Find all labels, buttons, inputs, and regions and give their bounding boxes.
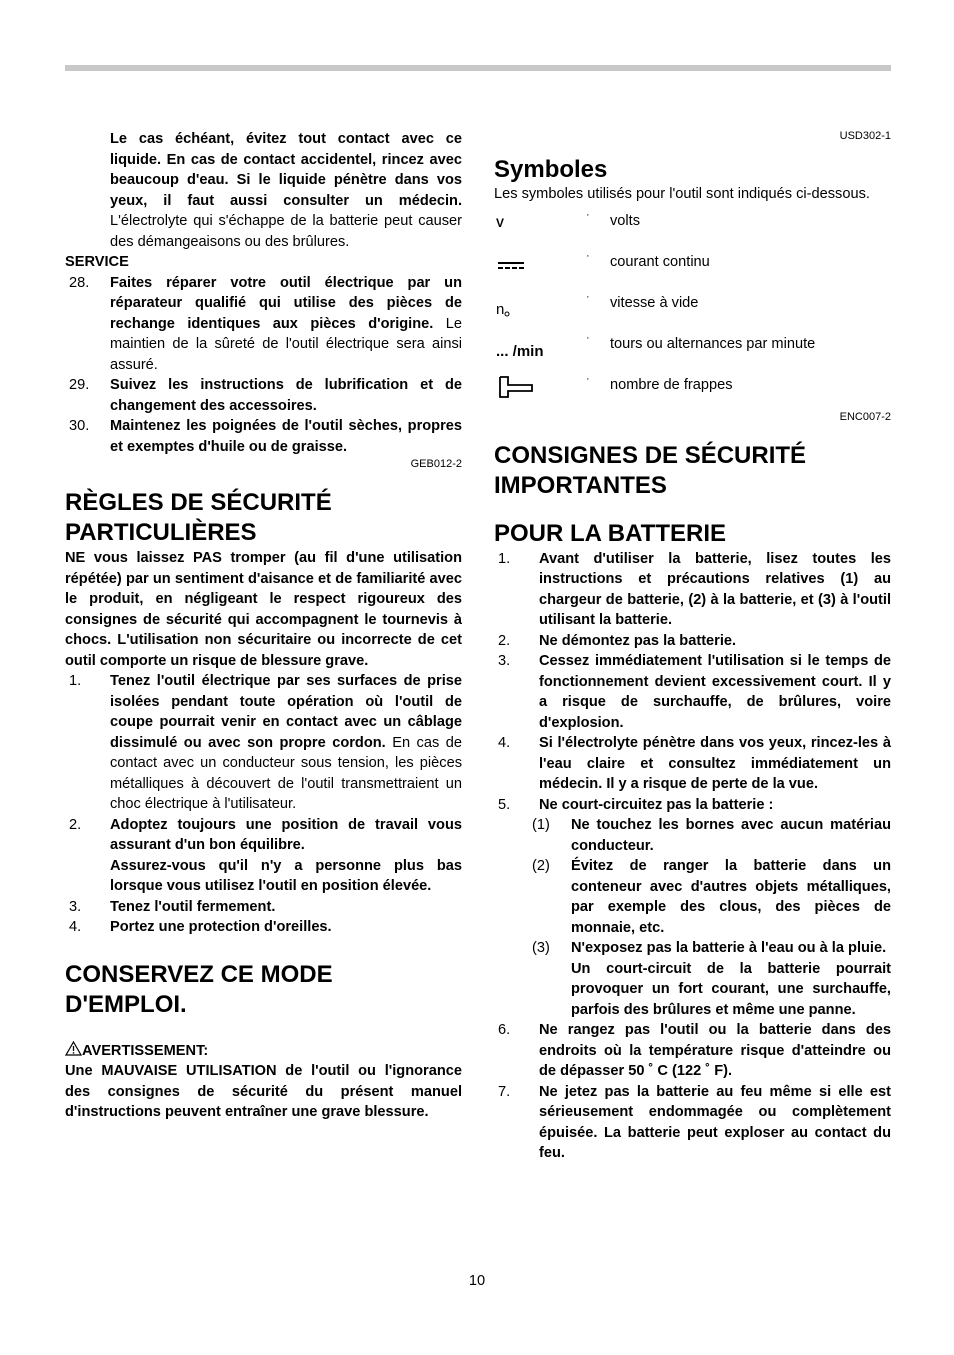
list-item [494, 795, 891, 816]
item-bold: Faites réparer votre outil électrique par un réparateur qualifié qui utilise des pièces de rechange identiques aux pièces d'origine. [110, 274, 462, 332]
symbol-label: courant continu [610, 253, 710, 270]
sub-list-item [494, 938, 891, 1020]
symbol-row [494, 290, 891, 334]
symboles-intro: Les symboles utilisés pour l'outil sont indiqués ci-dessous. [494, 186, 870, 202]
heading-line: CONSERVEZ CE MODE [65, 960, 333, 988]
heading-batterie: POUR LA BATTERIE [494, 519, 726, 547]
intro-bold: Le cas échéant, évitez tout contact avec ce liquide. En cas de contact accidentel, rincez avec beaucoup d'eau. Si le liquide pénètre dans vos yeux, il faut aussi consulter un médecin. [110, 131, 462, 209]
item-number: 1. [69, 673, 82, 689]
item-number: 30. [69, 418, 90, 434]
left-column [65, 129, 462, 1123]
volts-symbol: V [496, 215, 505, 230]
sub-list-item [494, 815, 891, 856]
sub-item-number: (1) [532, 817, 550, 833]
symbol-label: nombre de frappes [610, 376, 733, 393]
list-item [65, 897, 462, 918]
intro-normal: L'électrolyte qui s'échappe de la batterie peut causer des démangeaisons ou des brûlures. [110, 213, 462, 250]
item-bold: Suivez les instructions de lubrification et de changement des accessoires. [110, 377, 462, 414]
warning-label-text: AVERTISSEMENT: [82, 1042, 209, 1059]
heading-line: CONSIGNES DE SÉCURITÉ [494, 441, 807, 469]
item-bold: Ne touchez les bornes avec aucun matériau conducteur. [571, 817, 891, 854]
item-bold: Adoptez toujours une position de travail vous assurant d'un bon équilibre. [110, 816, 462, 853]
per-minute-symbol: ... /min [496, 342, 544, 360]
right-column [494, 129, 891, 1164]
item-bold: Ne court-circuitez pas la batterie : [539, 796, 774, 813]
reference-code: GEB012-2 [410, 458, 462, 470]
symbol-dot: · [586, 290, 590, 303]
header-rule [65, 65, 891, 71]
list-item [65, 917, 462, 938]
symbol-row [494, 331, 891, 375]
list-item [494, 651, 891, 733]
item-bold: Un court-circuit de la batterie pourrait provoquer un fort courant, une surchauffe, parfois des brûlures et même une panne. [571, 960, 891, 1018]
item-bold: Tenez l'outil électrique par ses surfaces de prise isolées pendant toute opération où l'outil de coupe pourrait venir en contact avec un câblage dissimulé ou avec son propre cordon. [110, 673, 462, 751]
warning-triangle-icon [65, 1043, 82, 1059]
item-bold: Ne rangez pas l'outil ou la batterie dans des endroits où la température risque d'atteindre ou de dépasser 50 ˚ C (122 ˚ F). [539, 1022, 891, 1079]
heading-line: RÈGLES DE SÉCURITÉ [65, 489, 332, 516]
sub-item-number: (2) [532, 858, 550, 874]
heading-line: IMPORTANTES [494, 471, 667, 499]
item-bold: Ne jetez pas la batterie au feu même si elle est sérieusement endommagée ou complètement épuisée. La batterie peut exploser au contact du feu. [539, 1083, 891, 1161]
no-load-n: n [496, 300, 505, 318]
list-item [65, 375, 462, 416]
item-bold: Évitez de ranger la batterie dans un conteneur avec d'autres objets métalliques, par exemple des clous, des pièces de monnaie, etc. [571, 858, 891, 936]
item-normal: Le maintien de la sûreté de l'outil électrique sera ainsi assuré. [110, 315, 462, 373]
list-item [65, 273, 462, 376]
symbol-dot: · [586, 372, 590, 385]
sub-list-item [494, 856, 891, 938]
item-number: 28. [69, 274, 90, 291]
heading-consignes [494, 441, 891, 501]
symbol-dot: · [586, 208, 590, 221]
item-number: 29. [69, 377, 90, 393]
sub-item-number: (3) [532, 940, 550, 956]
service-label: SERVICE [65, 254, 129, 270]
item-bold: N'exposez pas la batterie à l'eau ou à la pluie. [571, 940, 887, 956]
item-bold: Assurez-vous qu'il n'y a personne plus bas lorsque vous utilisez l'outil en position élevée. [110, 857, 462, 894]
list-item [494, 631, 891, 652]
item-number: 1. [498, 550, 511, 567]
item-bold: Avant d'utiliser la batterie, lisez toutes les instructions et précautions relatives (1) au chargeur de batterie, (2) à la batterie, et (3) à l'outil utilisant la batterie. [539, 550, 891, 628]
item-normal: En cas de contact avec un conducteur sous tension, les pièces métalliques à découvert de l'outil transmettraient un choc électrique à l'utilisateur. [110, 734, 462, 812]
reference-code: USD302-1 [839, 130, 891, 142]
list-item [65, 815, 462, 897]
symbols-list [494, 208, 891, 416]
item-bold: Portez une protection d'oreilles. [110, 919, 332, 935]
direct-current-icon [496, 254, 526, 281]
item-number: 3. [69, 898, 82, 915]
item-number: 5. [498, 796, 511, 813]
heading-regles [65, 488, 462, 548]
item-bold: Maintenez les poignées de l'outil sèches, propres et exemptes d'huile ou de graisse. [110, 418, 462, 455]
symbol-label: vitesse à vide [610, 294, 699, 311]
symbol-row [494, 249, 891, 293]
item-number: 4. [69, 919, 82, 935]
page-number: 10 [468, 1273, 486, 1289]
warning-text: Une MAUVAISE UTILISATION de l'outil ou l'ignorance des consignes de sécurité du présent manuel d'instructions peuvent entraîner une grave blessure. [65, 1063, 462, 1120]
item-bold: Si l'électrolyte pénètre dans vos yeux, rincez-les à l'eau claire et consultez immédiatement un médecin. Il y a risque de perte de la vue. [539, 735, 891, 792]
warning-label [65, 1041, 462, 1062]
item-bold: Ne démontez pas la batterie. [539, 632, 737, 649]
symbol-label: volts [610, 212, 641, 229]
item-number: 7. [498, 1083, 511, 1100]
heading-conservez [65, 960, 462, 1020]
item-number: 3. [498, 653, 511, 669]
symbol-dot: · [586, 249, 590, 262]
list-item [65, 416, 462, 457]
heading-line: D'EMPLOI. [65, 990, 187, 1018]
regles-intro: NE vous laissez PAS tromper (au fil d'une utilisation répétée) par un sentiment d'aisance et de familiarité avec le produit, en négligeant le respect rigoureux des consignes de sécurité qui accompagnent le tournevis à chocs. L'utilisation non sécuritaire ou incorrecte de cet outil comporte un risque de blessure grave. [65, 550, 462, 669]
list-item [65, 671, 462, 815]
heading-line: PARTICULIÈRES [65, 519, 257, 546]
symbol-label: tours ou alternances par minute [610, 335, 816, 352]
list-item [494, 733, 891, 795]
item-bold: Cessez immédiatement l'utilisation si le temps de fonctionnement devient excessivement court. Il y a risque de surchauffe, de brûlures, voire d'explosion. [539, 653, 891, 731]
list-item [494, 1020, 891, 1082]
list-item [494, 549, 891, 631]
item-number: 2. [69, 816, 82, 833]
item-number: 6. [498, 1022, 511, 1038]
item-bold: Tenez l'outil fermement. [110, 898, 276, 915]
impact-icon [496, 373, 536, 408]
item-number: 2. [498, 632, 511, 649]
item-number: 4. [498, 735, 511, 751]
intro-paragraph [65, 129, 462, 252]
reference-code: ENC007-2 [839, 410, 891, 423]
list-item [494, 1082, 891, 1164]
symbol-row [494, 372, 891, 416]
symbol-row [494, 208, 891, 252]
heading-symboles: Symboles [494, 156, 608, 183]
symbol-dot: · [586, 331, 590, 344]
no-load-speed-symbol [496, 300, 510, 321]
